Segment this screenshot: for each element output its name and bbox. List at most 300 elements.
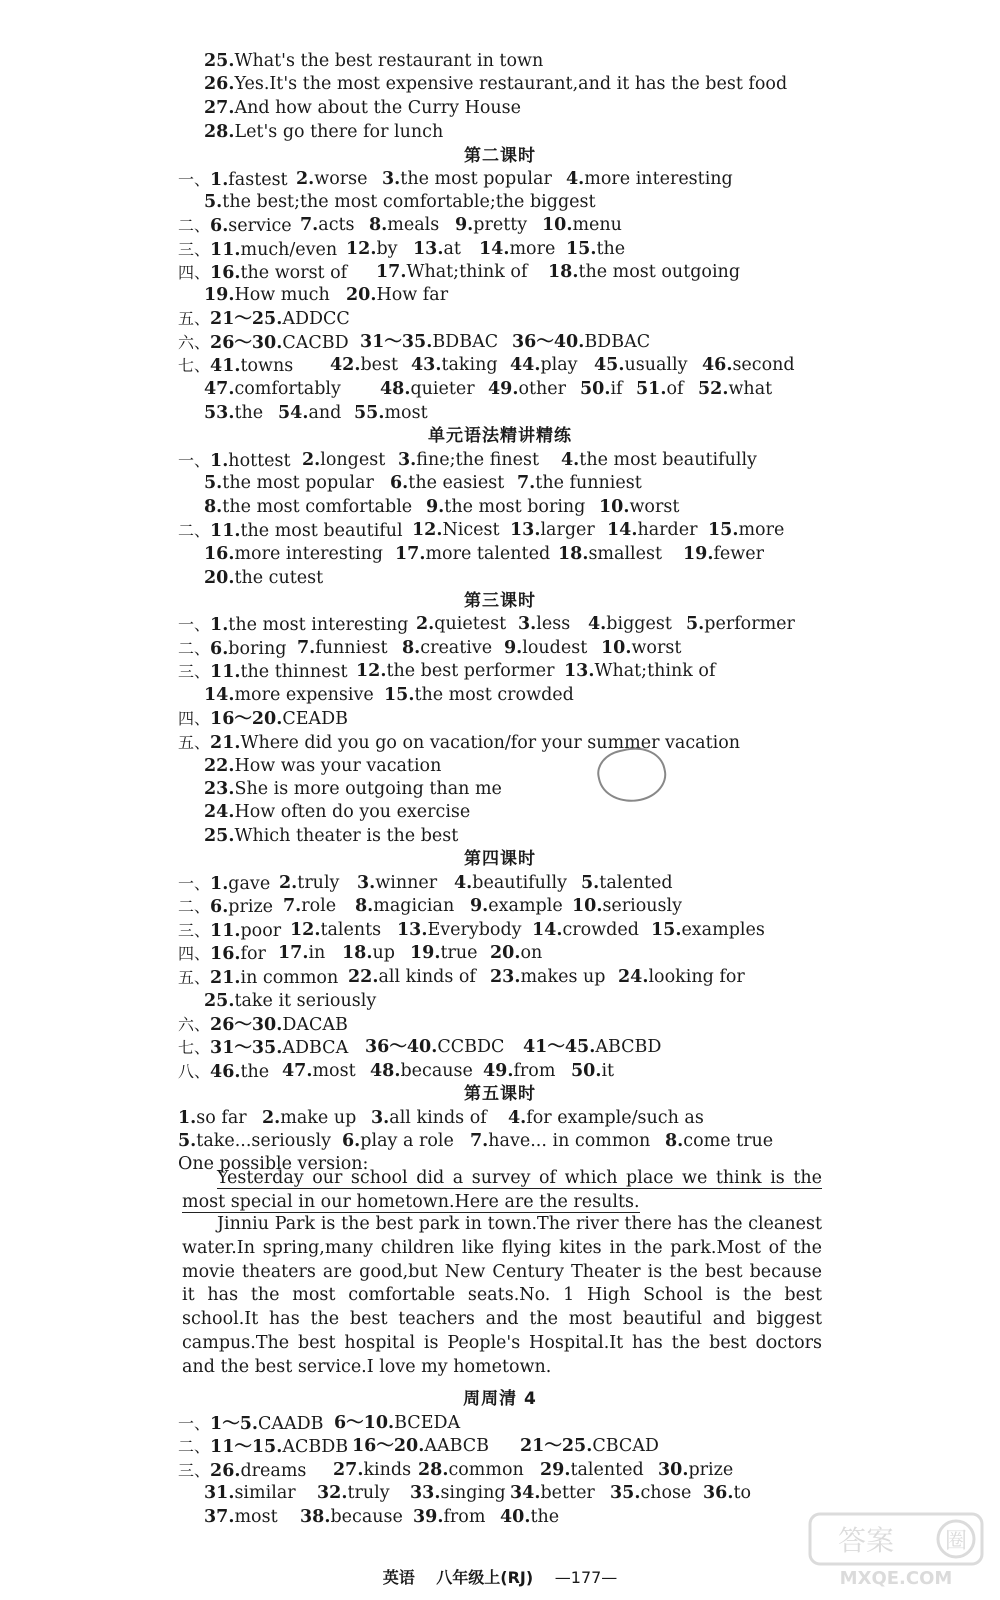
answer-text: And how about the Curry House	[234, 98, 521, 118]
answer-item	[411, 354, 498, 377]
svg-text:MXQE.COM: MXQE.COM	[839, 1568, 953, 1589]
question-number: 46.	[702, 355, 733, 375]
answer-text: role	[301, 896, 337, 916]
question-number: 10.	[572, 896, 603, 916]
question-number: 12.	[290, 920, 321, 940]
question-number: 12.	[356, 661, 387, 681]
answer-line	[0, 1459, 1000, 1482]
answer-text: best	[360, 355, 399, 375]
question-number: 27.	[204, 98, 235, 118]
answer-text: in	[308, 943, 326, 963]
answer-item	[470, 895, 563, 918]
answer-item	[470, 1130, 650, 1153]
answer-item	[523, 1036, 661, 1059]
question-number: 26.	[210, 1461, 241, 1481]
question-number: 1.	[210, 451, 229, 471]
answer-text: take...seriously	[196, 1131, 331, 1151]
answer-item	[178, 872, 270, 896]
essay-intro	[182, 1166, 822, 1214]
question-number: 17.	[395, 544, 426, 564]
essay-body: Jinniu Park is the best park in town.The river there has the cleanest water.In spring,many children like flying kites in the park.Most of the movie theaters are good,but New Century Theater is the best because it has the most comfortable seats.No. 1 High School is the best school.It has the best teachers and the most beautiful and biggest campus.The best hospital is People's Hospital.It has the best doctors and the best service.I love my hometown.	[182, 1214, 822, 1377]
question-number: 53.	[204, 403, 235, 423]
answer-item	[204, 778, 502, 801]
question-number: 20.	[204, 568, 235, 588]
answer-text: all kinds of	[389, 1108, 487, 1128]
question-number: 6.	[342, 1131, 361, 1151]
question-number: 16.	[210, 944, 241, 964]
question-number: 51.	[636, 379, 667, 399]
answer-item	[490, 966, 605, 989]
answer-line	[0, 354, 1000, 377]
answer-text: the best performer	[386, 661, 555, 681]
answer-text: chose	[640, 1483, 692, 1503]
answer-text: worst	[631, 638, 682, 658]
answer-text: true	[440, 943, 478, 963]
answer-text: to	[733, 1483, 752, 1503]
answer-text: take it seriously	[234, 991, 377, 1011]
answer-item	[204, 402, 263, 425]
answer-item	[510, 519, 595, 542]
answer-item	[296, 168, 368, 191]
answer-text: CEADB	[282, 709, 349, 729]
answer-item	[618, 966, 745, 989]
answer-item	[302, 449, 385, 472]
answer-item	[348, 966, 476, 989]
answer-item	[342, 1130, 454, 1153]
answer-text: BCEDA	[394, 1413, 461, 1433]
answer-line	[0, 895, 1000, 918]
question-number: 15.	[708, 520, 739, 540]
answer-text: makes up	[520, 967, 606, 987]
answer-text: the most popular	[400, 169, 552, 189]
answer-item	[490, 942, 542, 965]
answer-text: more interesting	[584, 169, 733, 189]
answer-text: singing	[440, 1483, 506, 1503]
answer-text: loudest	[522, 638, 588, 658]
question-number: 1.	[210, 170, 229, 190]
answer-item	[365, 1036, 504, 1059]
answer-item	[178, 519, 403, 543]
answer-item	[178, 1036, 348, 1060]
answer-line	[0, 942, 1000, 965]
answer-item	[204, 684, 374, 707]
answer-text: the most comfortable	[222, 497, 413, 517]
answer-item	[178, 942, 266, 966]
answer-line	[0, 73, 1000, 96]
answer-text: so far	[196, 1108, 247, 1128]
answer-line	[0, 449, 1000, 472]
answer-item	[178, 707, 348, 731]
answer-text: much/even	[240, 240, 338, 260]
section-number: 一、	[178, 1414, 211, 1433]
question-number: 48.	[380, 379, 411, 399]
answer-text: play	[540, 355, 578, 375]
answer-line	[0, 1435, 1000, 1458]
answer-text: worst	[629, 497, 680, 517]
section-number: 四、	[178, 263, 211, 282]
question-number: 39.	[413, 1507, 444, 1527]
answer-item	[178, 1130, 331, 1153]
answer-item	[607, 519, 697, 542]
question-number: 26.	[204, 74, 235, 94]
question-number: 30.	[658, 1460, 689, 1480]
answer-text: She is more outgoing than me	[234, 779, 502, 799]
section-number: 二、	[178, 1437, 211, 1456]
answer-item	[510, 354, 578, 377]
answer-text: worse	[314, 169, 368, 189]
question-number: 38.	[300, 1507, 331, 1527]
question-number: 20.	[346, 285, 377, 305]
answer-text: talents	[320, 920, 382, 940]
question-number: 14.	[479, 239, 510, 259]
answer-item	[290, 919, 381, 942]
answer-item	[610, 1482, 691, 1505]
question-number: 8.	[355, 896, 374, 916]
answer-text: more	[509, 239, 556, 259]
answer-line	[0, 307, 1000, 330]
answer-text: crowded	[562, 920, 639, 940]
answer-item	[520, 1435, 659, 1458]
question-number: 5.	[178, 1131, 197, 1151]
question-number: 25.	[204, 826, 235, 846]
answer-text: more expensive	[234, 685, 374, 705]
answer-line	[0, 613, 1000, 636]
answer-item	[488, 378, 566, 401]
answer-item	[354, 402, 428, 425]
answer-item	[204, 496, 412, 519]
question-number: 52.	[698, 379, 729, 399]
question-number: 23.	[490, 967, 521, 987]
answer-text: talented	[599, 873, 673, 893]
question-number: 4.	[561, 450, 580, 470]
question-number: 6.	[210, 897, 229, 917]
answer-item	[380, 378, 475, 401]
answer-text: How often do you exercise	[234, 802, 471, 822]
answer-item	[508, 1107, 704, 1130]
question-number: 4.	[566, 169, 585, 189]
question-number: 41～45.	[523, 1037, 596, 1057]
question-number: 50.	[571, 1061, 602, 1081]
answer-line	[0, 543, 1000, 566]
answer-text: boring	[228, 639, 287, 659]
answer-text: fine;the finest	[416, 450, 540, 470]
answer-item	[317, 1482, 390, 1505]
answer-item	[416, 613, 506, 636]
question-number: 29.	[540, 1460, 571, 1480]
question-number: 21～25.	[210, 309, 283, 329]
question-number: 22.	[204, 756, 235, 776]
answer-line	[0, 660, 1000, 683]
answer-item	[204, 543, 383, 566]
answer-line	[0, 1036, 1000, 1059]
answer-text: performer	[704, 614, 795, 634]
svg-text:圈: 圈	[944, 1529, 968, 1554]
answer-item	[204, 73, 787, 96]
question-number: 6.	[390, 473, 409, 493]
question-number: 16.	[210, 263, 241, 283]
answer-text: fewer	[713, 544, 764, 564]
answer-item	[278, 942, 325, 965]
answer-line	[0, 825, 1000, 848]
answer-item	[571, 1060, 614, 1083]
footer-grade: 八年级上(RJ)	[436, 1568, 534, 1587]
question-number: 8.	[204, 497, 223, 517]
answer-text: the most outgoing	[578, 262, 741, 282]
essay-underlined: Yesterday our school did a survey of which place we think is the most special in our hometown.Here are the results.	[182, 1168, 822, 1212]
answer-item	[178, 214, 292, 238]
answer-text: because	[400, 1061, 473, 1081]
answer-item	[410, 942, 477, 965]
answer-line	[0, 1130, 1000, 1153]
answer-item	[517, 472, 642, 495]
answer-item	[178, 1013, 348, 1037]
answer-item	[262, 1107, 356, 1130]
answer-item	[504, 637, 587, 660]
answer-text: the most interesting	[228, 615, 409, 635]
answer-text: ADDCC	[282, 309, 350, 329]
answer-item	[395, 543, 550, 566]
answer-item	[178, 307, 350, 331]
answer-text: better	[540, 1483, 595, 1503]
answer-item	[702, 354, 795, 377]
answer-item	[532, 919, 639, 942]
question-number: 14.	[607, 520, 638, 540]
answer-item	[413, 1506, 485, 1529]
section-heading: 第二课时	[464, 146, 536, 166]
question-number: 9.	[426, 497, 445, 517]
answer-text: CCBDC	[437, 1037, 505, 1057]
answer-item	[204, 755, 441, 778]
answer-line	[0, 121, 1000, 144]
answer-item	[510, 1482, 595, 1505]
answer-line	[0, 1412, 1000, 1435]
question-number: 4.	[454, 873, 473, 893]
answer-item	[178, 354, 293, 378]
answer-text: How far	[376, 285, 449, 305]
answer-text: Yes.It's the most expensive restaurant,and it has the best food	[234, 74, 788, 94]
question-number: 11～15.	[210, 1437, 283, 1457]
question-number: 2.	[302, 450, 321, 470]
question-number: 16.	[204, 544, 235, 564]
question-number: 3.	[382, 169, 401, 189]
answer-item	[204, 1482, 296, 1505]
question-number: 2.	[279, 873, 298, 893]
answer-text: acts	[318, 215, 355, 235]
answer-text: gave	[228, 874, 271, 894]
answer-text: similar	[234, 1483, 296, 1503]
section-number: 一、	[178, 615, 211, 634]
answer-text: the	[596, 239, 626, 259]
section-number: 二、	[178, 216, 211, 235]
answer-item	[412, 519, 500, 542]
answer-text: by	[376, 239, 398, 259]
answer-item	[355, 895, 454, 918]
question-number: 18.	[342, 943, 373, 963]
answer-line	[0, 191, 1000, 214]
question-number: 55.	[354, 403, 385, 423]
answer-text: Nicest	[442, 520, 500, 540]
answer-text: the cutest	[234, 568, 324, 588]
footer-page: —177—	[554, 1568, 618, 1587]
answer-text: of	[666, 379, 684, 399]
question-number: 10.	[599, 497, 630, 517]
question-number: 16～20.	[210, 709, 283, 729]
answer-item	[572, 895, 682, 918]
answer-item	[204, 378, 341, 401]
answer-text: from	[513, 1061, 556, 1081]
question-number: 34.	[510, 1483, 541, 1503]
question-number: 24.	[618, 967, 649, 987]
question-number: 13.	[413, 239, 444, 259]
question-number: 13.	[564, 661, 595, 681]
answer-item	[370, 1060, 473, 1083]
answer-item	[410, 1482, 506, 1505]
answer-line	[0, 778, 1000, 801]
answer-text: BDBAC	[584, 332, 651, 352]
answer-text: towns	[240, 356, 294, 376]
answer-line	[0, 168, 1000, 191]
question-number: 9.	[470, 896, 489, 916]
answer-item	[398, 449, 539, 472]
answer-text: the funniest	[535, 473, 642, 493]
answer-text: from	[443, 1507, 486, 1527]
answer-text: pretty	[473, 215, 528, 235]
question-number: 33.	[410, 1483, 441, 1503]
answer-line	[0, 755, 1000, 778]
answer-line	[0, 731, 1000, 754]
answer-item	[658, 1459, 733, 1482]
question-number: 2.	[416, 614, 435, 634]
answer-text: prize	[228, 897, 274, 917]
svg-text:答案: 答案	[837, 1524, 895, 1557]
answer-text: funniest	[315, 638, 388, 658]
question-number: 14.	[204, 685, 235, 705]
answer-text: most	[312, 1061, 356, 1081]
answer-item	[204, 284, 330, 307]
question-number: 36～40.	[365, 1037, 438, 1057]
question-number: 7.	[517, 473, 536, 493]
answer-item	[178, 449, 291, 473]
answer-item	[204, 825, 458, 848]
answer-line	[0, 801, 1000, 824]
answer-line	[0, 519, 1000, 542]
question-number: 27.	[333, 1460, 364, 1480]
section-number: 五、	[178, 733, 211, 752]
answer-item	[636, 378, 683, 401]
question-number: 3.	[357, 873, 376, 893]
answer-text: larger	[540, 520, 595, 540]
answer-text: in common	[240, 968, 339, 988]
answer-text: Everybody	[427, 920, 522, 940]
answer-item	[330, 354, 398, 377]
answer-item	[346, 238, 398, 261]
answer-item	[178, 731, 740, 755]
answer-item	[300, 1506, 403, 1529]
answer-item	[581, 872, 673, 895]
answer-text: truly	[347, 1483, 390, 1503]
question-number: 24.	[204, 802, 235, 822]
section-number: 二、	[178, 521, 211, 540]
answer-item	[204, 567, 323, 590]
question-number: 19.	[410, 943, 441, 963]
question-number: 9.	[455, 215, 474, 235]
answer-line	[0, 1013, 1000, 1036]
question-number: 17.	[376, 262, 407, 282]
question-number: 16～20.	[352, 1436, 425, 1456]
answer-item	[483, 1060, 555, 1083]
question-number: 6.	[210, 216, 229, 236]
answer-item	[178, 168, 288, 192]
answer-text: poor	[240, 921, 282, 941]
answer-line	[0, 966, 1000, 989]
answer-text: common	[448, 1460, 524, 1480]
section-number: 七、	[178, 1038, 211, 1057]
question-number: 47.	[204, 379, 235, 399]
answer-item	[278, 402, 341, 425]
answer-text: service	[228, 216, 292, 236]
answer-line	[0, 50, 1000, 73]
section-number: 一、	[178, 451, 211, 470]
question-number: 2.	[296, 169, 315, 189]
answer-item	[300, 214, 355, 237]
answer-item	[334, 1412, 460, 1435]
section-number: 四、	[178, 944, 211, 963]
answer-item	[558, 543, 662, 566]
answer-text: winner	[375, 873, 438, 893]
answer-text: all kinds of	[378, 967, 476, 987]
question-number: 8.	[665, 1131, 684, 1151]
question-number: 11.	[210, 521, 241, 541]
answer-item	[376, 261, 527, 284]
answer-text: the easiest	[408, 473, 505, 493]
question-number: 20.	[490, 943, 521, 963]
answer-item	[178, 1107, 247, 1130]
answer-item	[178, 637, 286, 661]
answer-text: for example/such as	[526, 1108, 704, 1128]
answer-text: hottest	[228, 451, 291, 471]
answer-line	[0, 402, 1000, 425]
answer-text: because	[330, 1507, 403, 1527]
answer-item	[283, 895, 336, 918]
answer-text: more interesting	[234, 544, 383, 564]
answer-item	[346, 284, 448, 307]
answer-item	[594, 354, 688, 377]
answer-text: comfortably	[234, 379, 341, 399]
answer-item	[566, 238, 625, 261]
answer-text: the	[234, 403, 264, 423]
answer-text: on	[520, 943, 543, 963]
question-number: 6.	[210, 639, 229, 659]
answer-item	[500, 1506, 559, 1529]
answer-item	[360, 331, 498, 354]
question-number: 23.	[204, 779, 235, 799]
answer-item	[204, 97, 521, 120]
answer-text: come true	[683, 1131, 774, 1151]
answer-item	[204, 191, 596, 214]
answer-text: the most crowded	[414, 685, 574, 705]
answer-text: the most beautifully	[579, 450, 757, 470]
question-number: 44.	[510, 355, 541, 375]
answer-text: more	[738, 520, 785, 540]
answer-text: the	[530, 1507, 560, 1527]
answer-text: smallest	[588, 544, 663, 564]
answer-text: for	[240, 944, 266, 964]
section-number: 三、	[178, 1461, 211, 1480]
answer-item	[402, 637, 492, 660]
answer-line	[0, 331, 1000, 354]
question-number: 7.	[470, 1131, 489, 1151]
answer-text: BDBAC	[432, 332, 499, 352]
